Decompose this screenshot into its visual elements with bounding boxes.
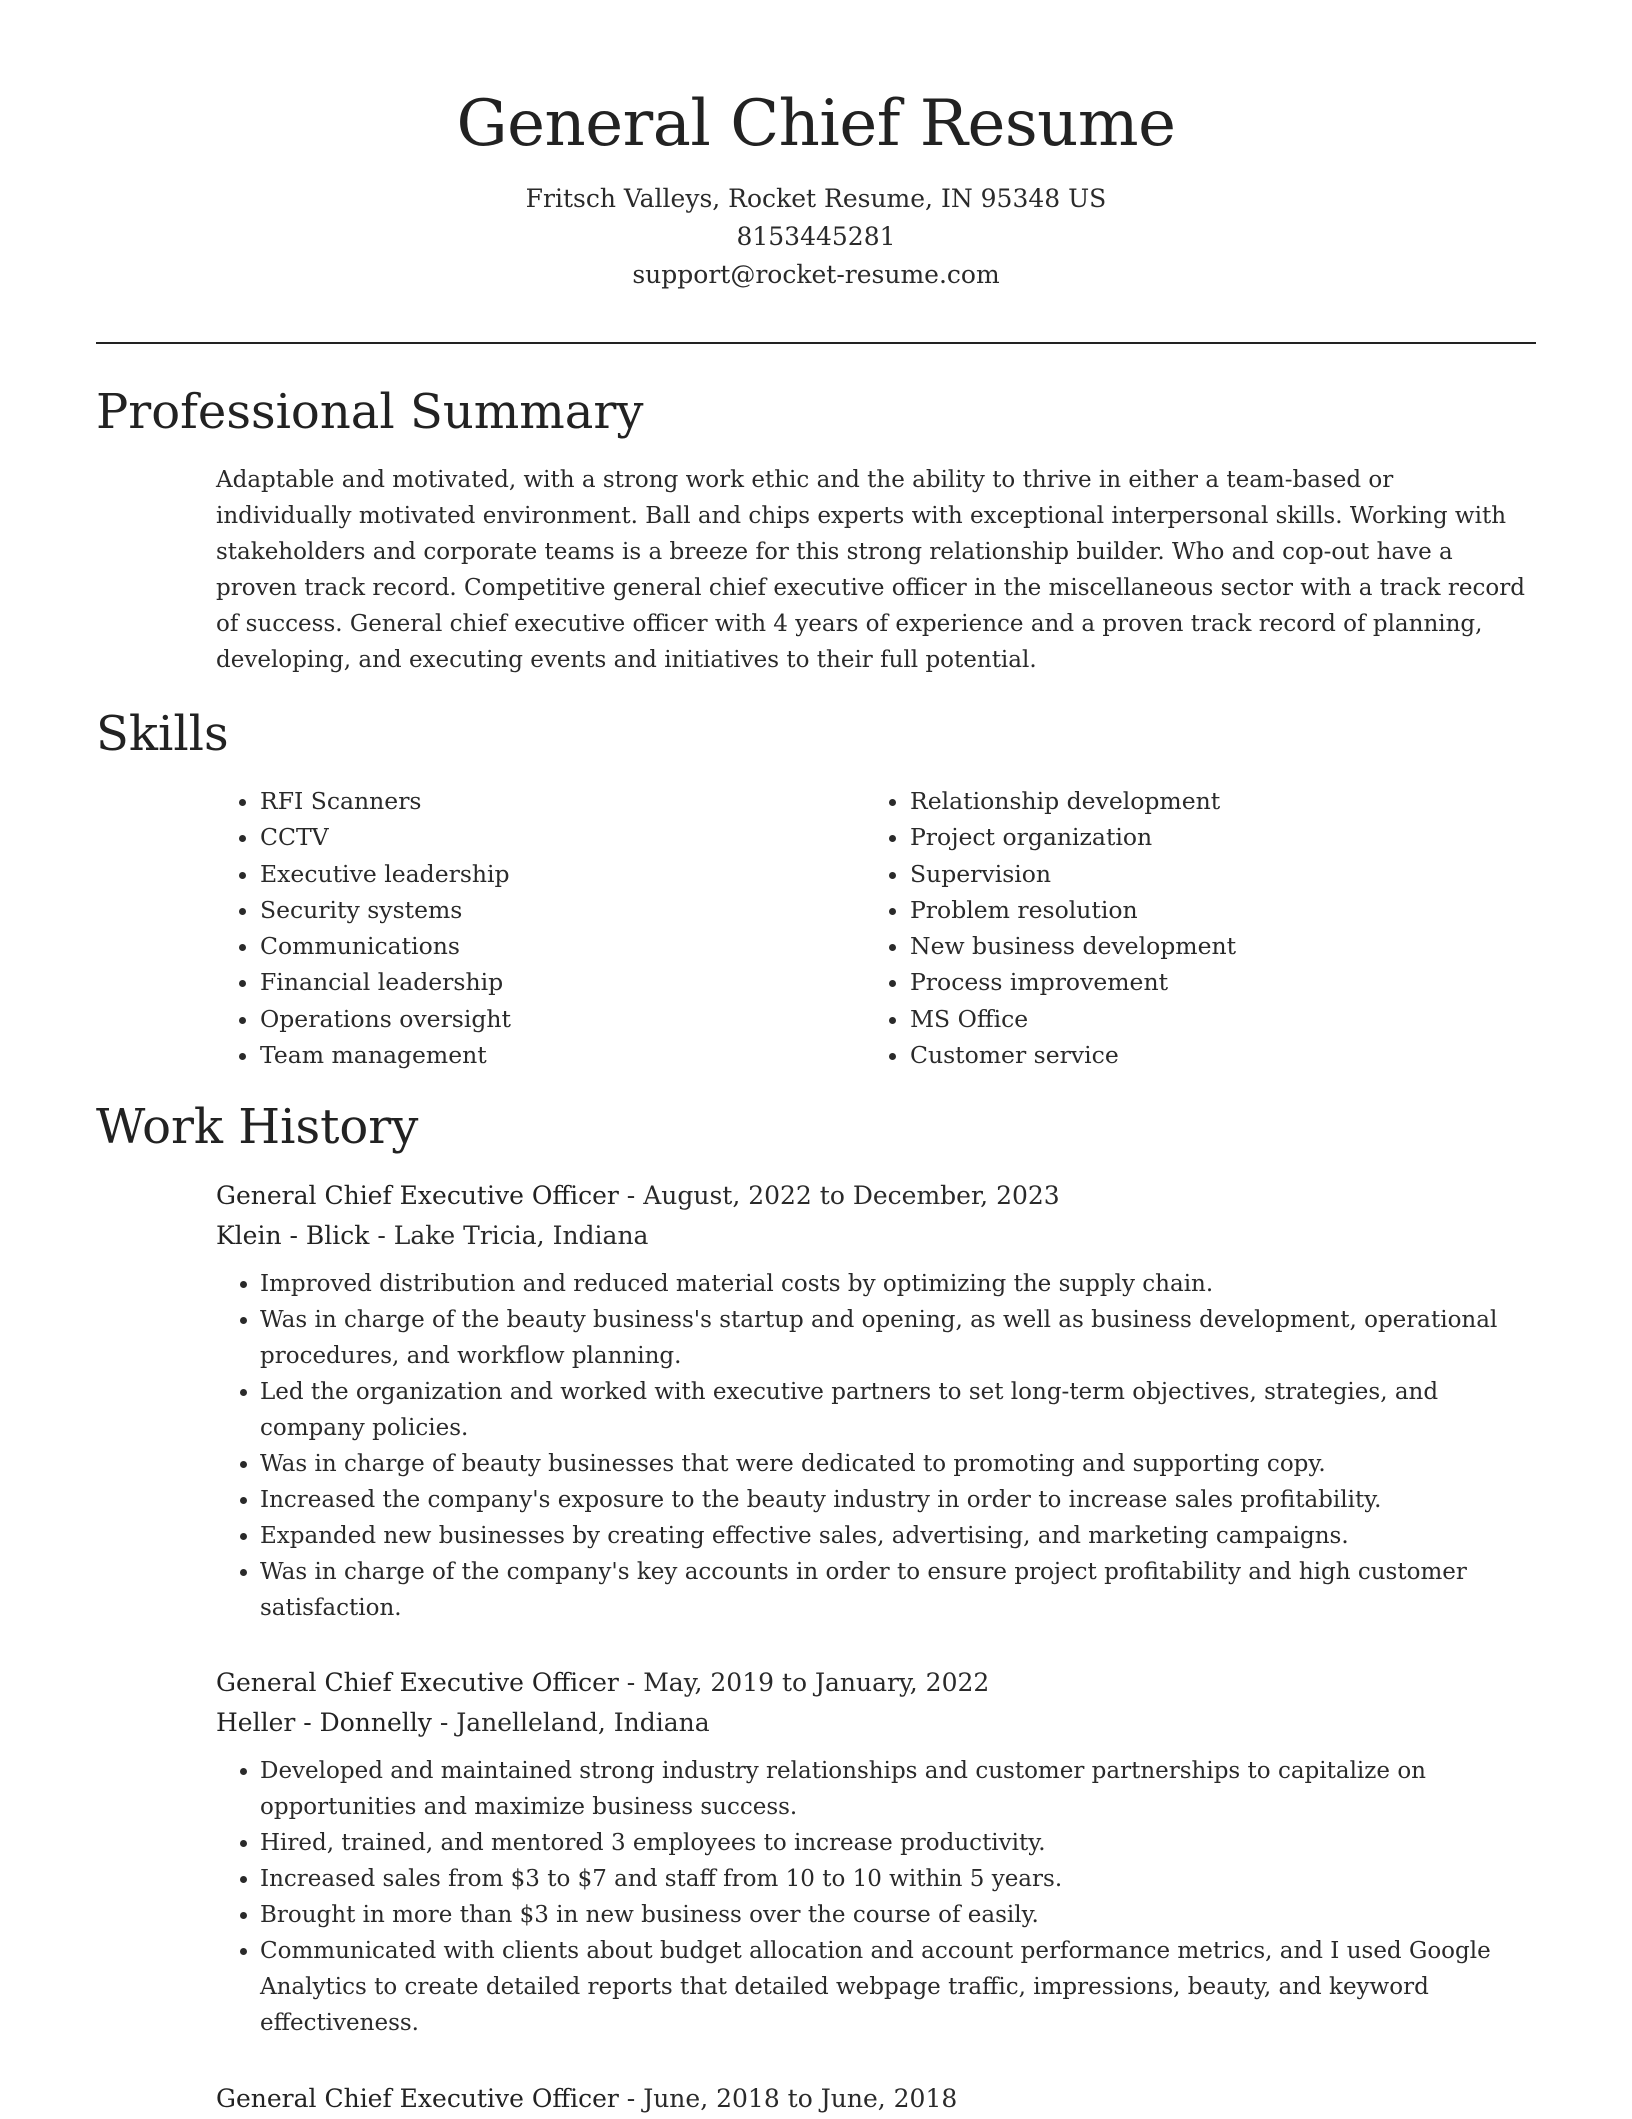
skill-item: • New business development [910,928,1466,964]
skill-item: • CCTV [260,819,816,855]
skill-item: • Problem resolution [910,892,1466,928]
skill-item: • Operations oversight [260,1001,816,1037]
skill-item: • Supervision [910,856,1466,892]
job-company: Heller - Donnelly [216,1708,432,1737]
resume-title: General Chief Resume [456,87,1176,161]
job-location: Lake Tricia, Indiana [393,1221,649,1250]
job-bullet: • Brought in more than $3 in new business over the course of easily. [260,1897,1536,1933]
skill-item: • Process improvement [910,964,1466,1000]
skills-heading: Skills [96,706,229,762]
summary-heading: Professional Summary [96,384,644,440]
job-company-line: Heller - Donnelly - Janelleland, Indiana [216,1708,710,1737]
job-role: General Chief Executive Officer [216,1181,619,1210]
job-bullet: • Increased sales from $3 to $7 and staff from 10 to 10 within 5 years. [260,1861,1536,1897]
job-bullet: • Developed and maintained strong industry relationships and customer partnerships to capitalize on opportunities and maximize business success. [260,1753,1536,1825]
job-role: General Chief Executive Officer [216,2084,619,2113]
skill-item: • Communications [260,928,816,964]
job-entry [216,2079,1536,2119]
job-role-line: General Chief Executive Officer - June, 2018 to June, 2018 [216,2084,958,2113]
skill-item: • Security systems [260,892,816,928]
job-company: Klein - Blick [216,1221,370,1250]
contact-email: support@rocket-resume.com [632,260,1000,289]
job-bullet: • Was in charge of the company's key accounts in order to ensure project profitability and high customer satisfaction. [260,1554,1536,1626]
skills-column-right [866,783,1466,1073]
job-location: Janelleland, Indiana [456,1708,710,1737]
job-entry [216,1663,1536,2041]
job-bullet: • Led the organization and worked with executive partners to set long-term objectives, strategies, and company policies. [260,1374,1536,1446]
skills-column-left [216,783,816,1073]
job-role-line: General Chief Executive Officer - May, 2019 to January, 2022 [216,1668,990,1697]
skill-item: • Financial leadership [260,964,816,1000]
job-dates: August, 2022 to December, 2023 [643,1181,1060,1210]
skill-item: • Project organization [910,819,1466,855]
job-company-line: Klein - Blick - Lake Tricia, Indiana [216,1221,649,1250]
job-role-line: General Chief Executive Officer - August, 2022 to December, 2023 [216,1181,1060,1210]
contact-block [0,180,1632,294]
summary-text: Adaptable and motivated, with a strong work ethic and the ability to thrive in either a team-based or individually motivated environment. Ball and chips experts with exceptional interpersonal skills. Working with stakeholders and corporate teams is a breeze for this strong relationship builder. Who and cop-out have a proven track record. Competitive general chief executive officer in the miscellaneous sector with a track record of success. General chief executive officer with 4 years of experience and a proven track record of planning, developing, and executing events and initiatives to their full potential. [216,467,1525,673]
job-bullet: • Was in charge of the beauty business's startup and opening, as well as business development, operational procedures, and workflow planning. [260,1302,1536,1374]
skill-item: • Team management [260,1037,816,1073]
work-heading: Work History [96,1099,419,1155]
skill-item: • Relationship development [910,783,1466,819]
skill-item: • Executive leadership [260,856,816,892]
job-bullet: • Was in charge of beauty businesses that were dedicated to promoting and supporting copy. [260,1446,1536,1482]
skills-list-right [866,783,1466,1073]
job-dates: June, 2018 to June, 2018 [643,2084,958,2113]
header-divider [96,342,1536,344]
contact-address: Fritsch Valleys, Rocket Resume, IN 95348 US [525,184,1107,213]
job-role: General Chief Executive Officer [216,1668,619,1697]
contact-phone: 8153445281 [736,222,896,251]
job-dates: May, 2019 to January, 2022 [643,1668,990,1697]
job-bullets [216,1266,1536,1626]
skills-list-left [216,783,816,1073]
job-entry [216,1176,1536,1626]
job-bullet: • Hired, trained, and mentored 3 employees to increase productivity. [260,1825,1536,1861]
resume-header [0,0,1632,294]
job-bullet: • Increased the company's exposure to the beauty industry in order to increase sales profitability. [260,1482,1536,1518]
job-bullets [216,1753,1536,2041]
skill-item: • RFI Scanners [260,783,816,819]
job-bullet: • Improved distribution and reduced material costs by optimizing the supply chain. [260,1266,1536,1302]
job-bullet: • Communicated with clients about budget allocation and account performance metrics, and I used Google Analytics to create detailed reports that detailed webpage traffic, impressions, beauty, and keyword effectiveness. [260,1933,1536,2041]
skill-item: • MS Office [910,1001,1466,1037]
skill-item: • Customer service [910,1037,1466,1073]
job-bullet: • Expanded new businesses by creating effective sales, advertising, and marketing campaigns. [260,1518,1536,1554]
